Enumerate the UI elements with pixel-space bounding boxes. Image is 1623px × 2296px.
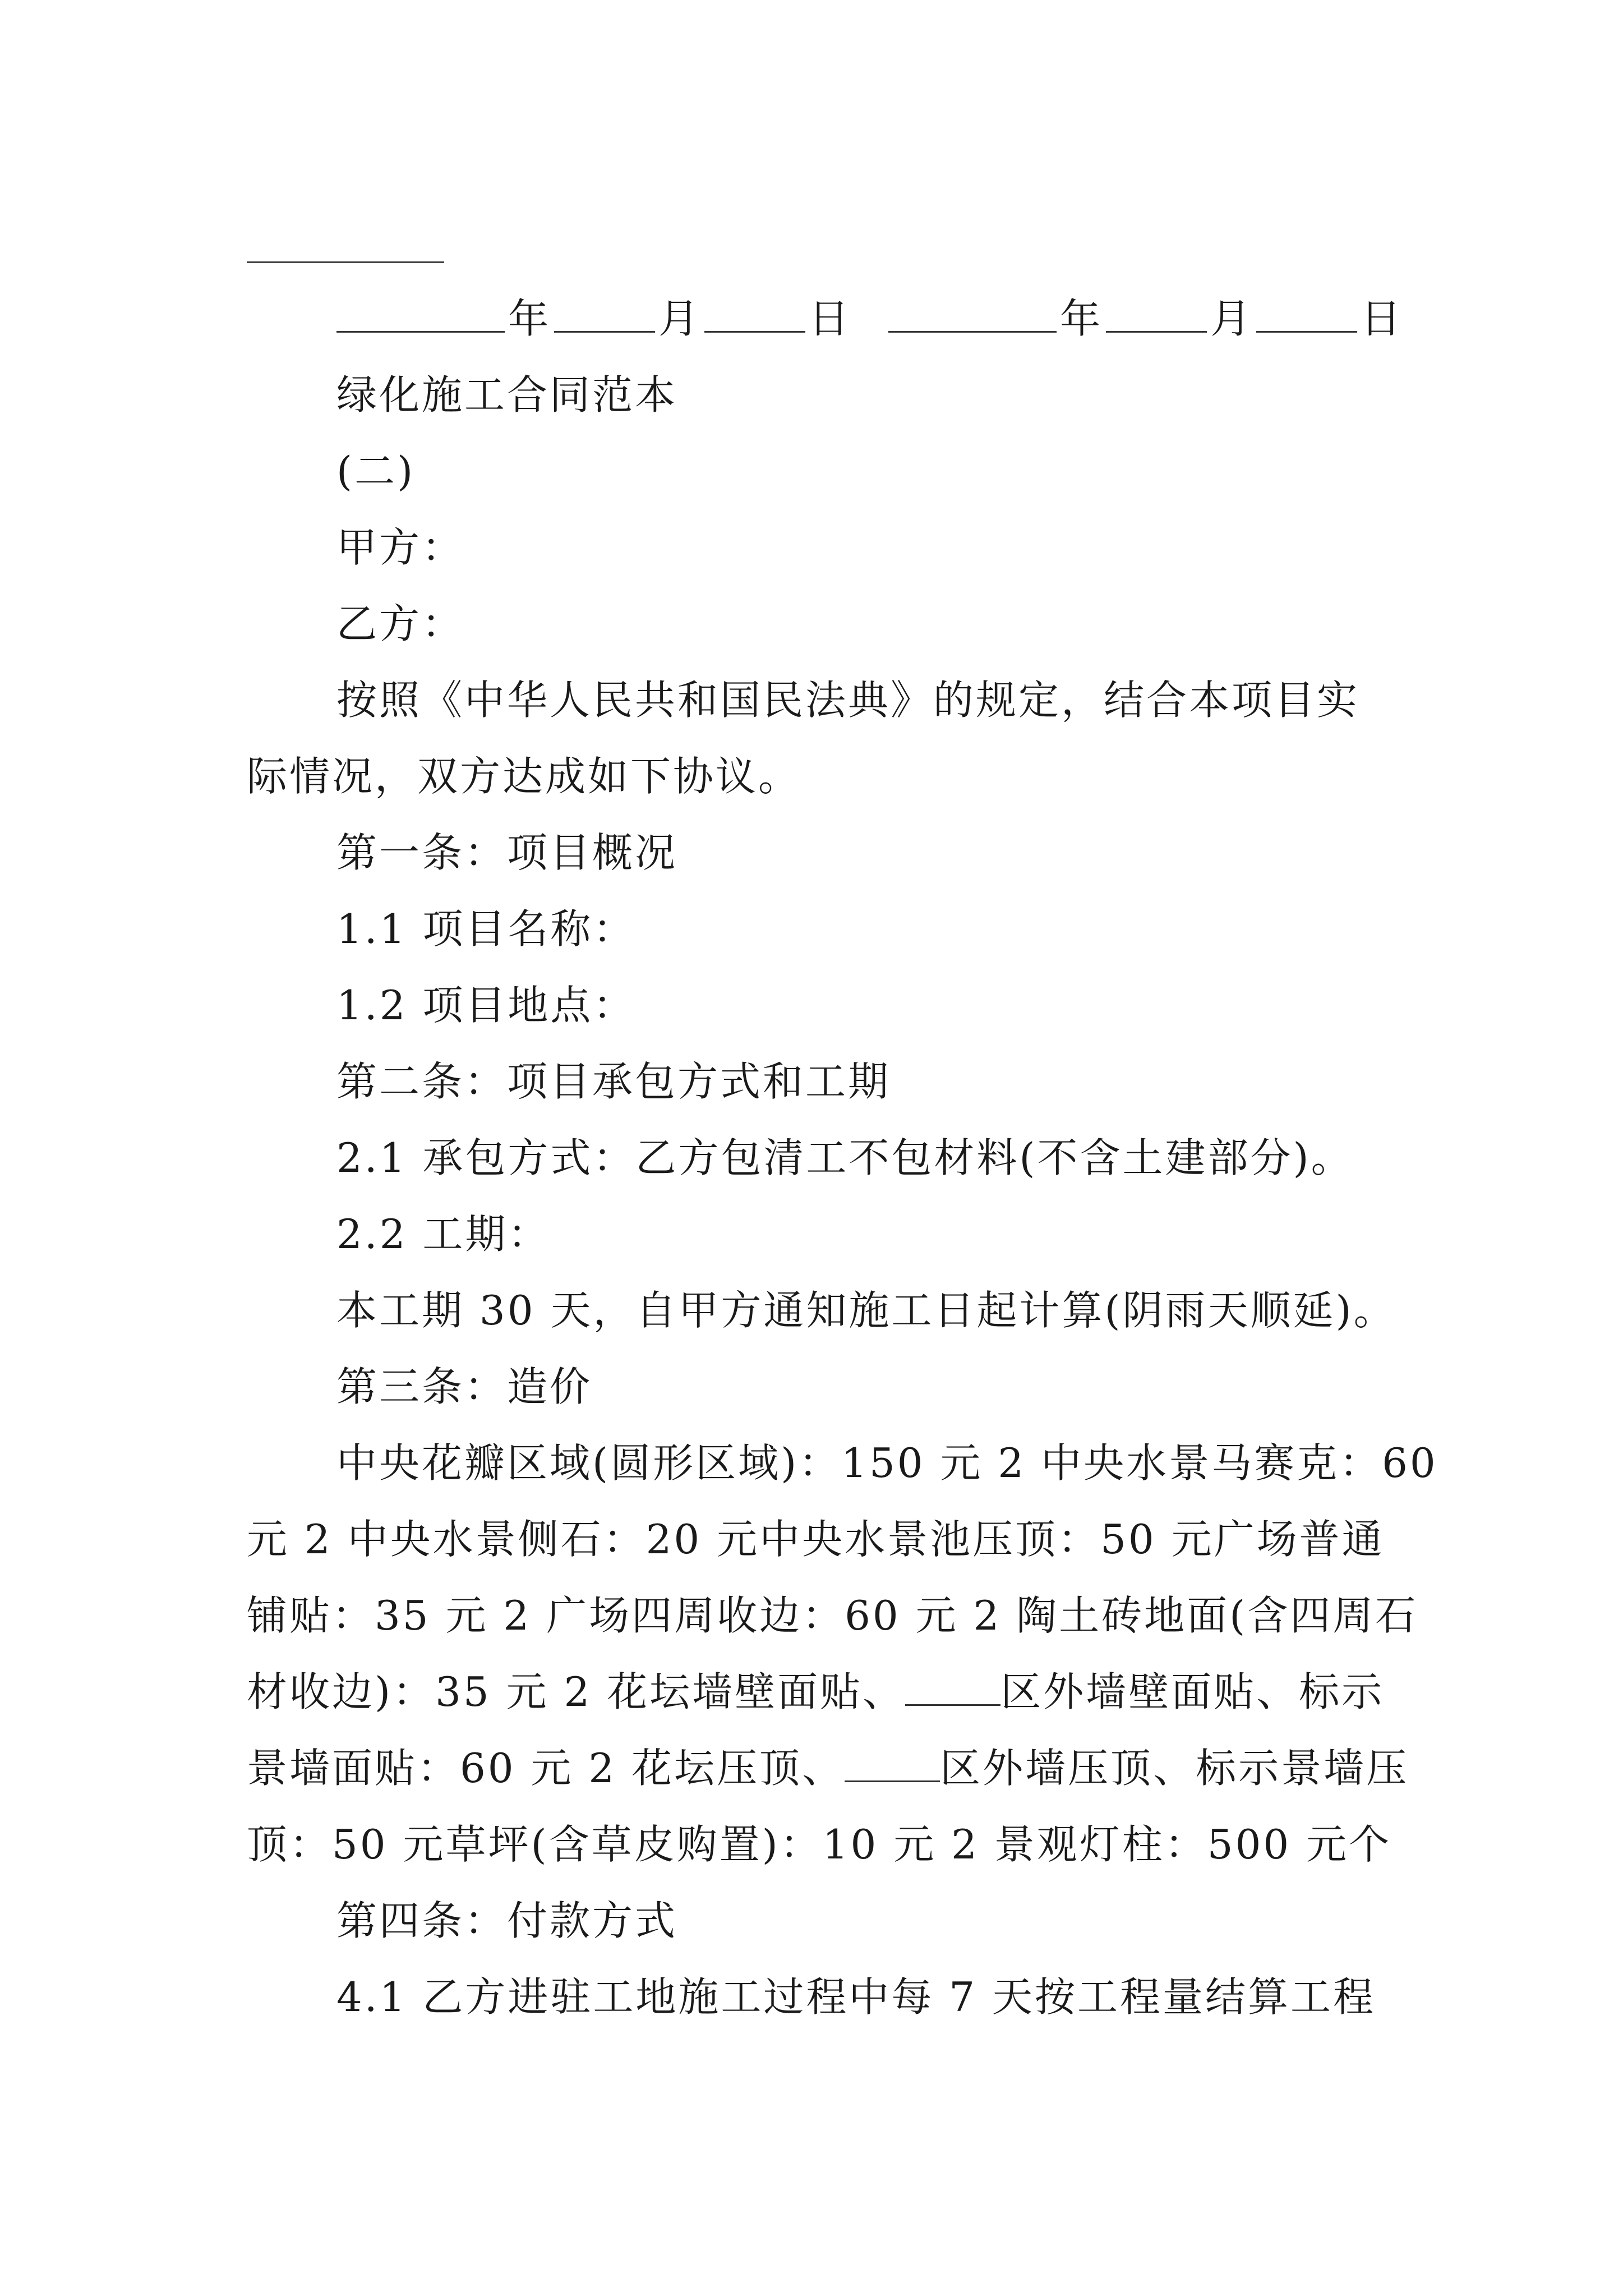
article1-item2: 1.2 项目地点： (336, 982, 636, 1029)
article1-heading: 第一条：项目概况 (336, 829, 678, 876)
month-label-1: 月 (658, 295, 702, 342)
day-label-1: 日 (809, 295, 852, 342)
document-title: 绿化施工合同范本 (336, 371, 678, 418)
area-blank-1 (905, 1668, 1000, 1706)
article3-line-2: 元 2 中央水景侧石：20 元中央水景池压顶：50 元广场普通 (247, 1516, 1385, 1563)
article4-item1: 4.1 乙方进驻工地施工过程中每 7 天按工程量结算工程 (336, 1973, 1376, 2021)
article3-line-6: 顶：50 元草坪(含草皮购置)：10 元 2 景观灯柱：500 元个 (247, 1821, 1392, 1868)
intro-line-1: 按照《中华人民共和国民法典》的规定，结合本项目实 (336, 677, 1360, 724)
signature-rule (247, 261, 444, 263)
article2-heading: 第二条：项目承包方式和工期 (336, 1058, 891, 1105)
article3-line-5-part-a: 景墙面贴：60 元 2 花坛压顶、 (247, 1745, 845, 1792)
article2-item2: 2.2 工期： (336, 1211, 551, 1258)
year-label-1: 年 (508, 295, 551, 342)
day-blank-1 (704, 295, 805, 333)
month-label-2: 月 (1210, 295, 1253, 342)
article3-line-1: 中央花瓣区域(圆形区域)：150 元 2 中央水景马赛克：60 (336, 1439, 1438, 1487)
party-a-label: 甲方： (336, 524, 465, 571)
year-blank-1 (336, 295, 505, 333)
area-blank-2 (845, 1744, 940, 1782)
day-blank-2 (1256, 295, 1357, 333)
date-line (336, 280, 1404, 357)
day-label-2: 日 (1361, 295, 1404, 342)
article1-item1: 1.1 项目名称： (336, 905, 636, 953)
article3-heading: 第三条：造价 (336, 1363, 593, 1410)
year-label-2: 年 (1060, 295, 1103, 342)
document-subtitle: (二) (336, 448, 416, 495)
article4-heading: 第四条：付款方式 (336, 1897, 678, 1944)
article3-line-4-part-b: 区外墙壁面贴、标示 (1000, 1668, 1385, 1715)
article2-detail: 本工期 30 天，自甲方通知施工日起计算(阴雨天顺延)。 (336, 1287, 1396, 1334)
article2-item1: 2.1 承包方式：乙方包清工不包材料(不含土建部分)。 (336, 1134, 1354, 1181)
year-blank-2 (888, 295, 1057, 333)
article3-line-5-part-b: 区外墙压顶、标示景墙压 (940, 1745, 1409, 1792)
month-blank-2 (1106, 295, 1207, 333)
article3-line-3: 铺贴：35 元 2 广场四周收边：60 元 2 陶土砖地面(含四周石 (247, 1592, 1418, 1639)
article3-line-5 (247, 1730, 1409, 1806)
article3-line-4 (247, 1654, 1391, 1730)
intro-line-2: 际情况，双方达成如下协议。 (247, 753, 801, 800)
month-blank-1 (554, 295, 655, 333)
article3-line-4-part-a: 材收边)：35 元 2 花坛墙壁面贴、 (247, 1668, 906, 1715)
party-b-label: 乙方： (336, 600, 465, 647)
